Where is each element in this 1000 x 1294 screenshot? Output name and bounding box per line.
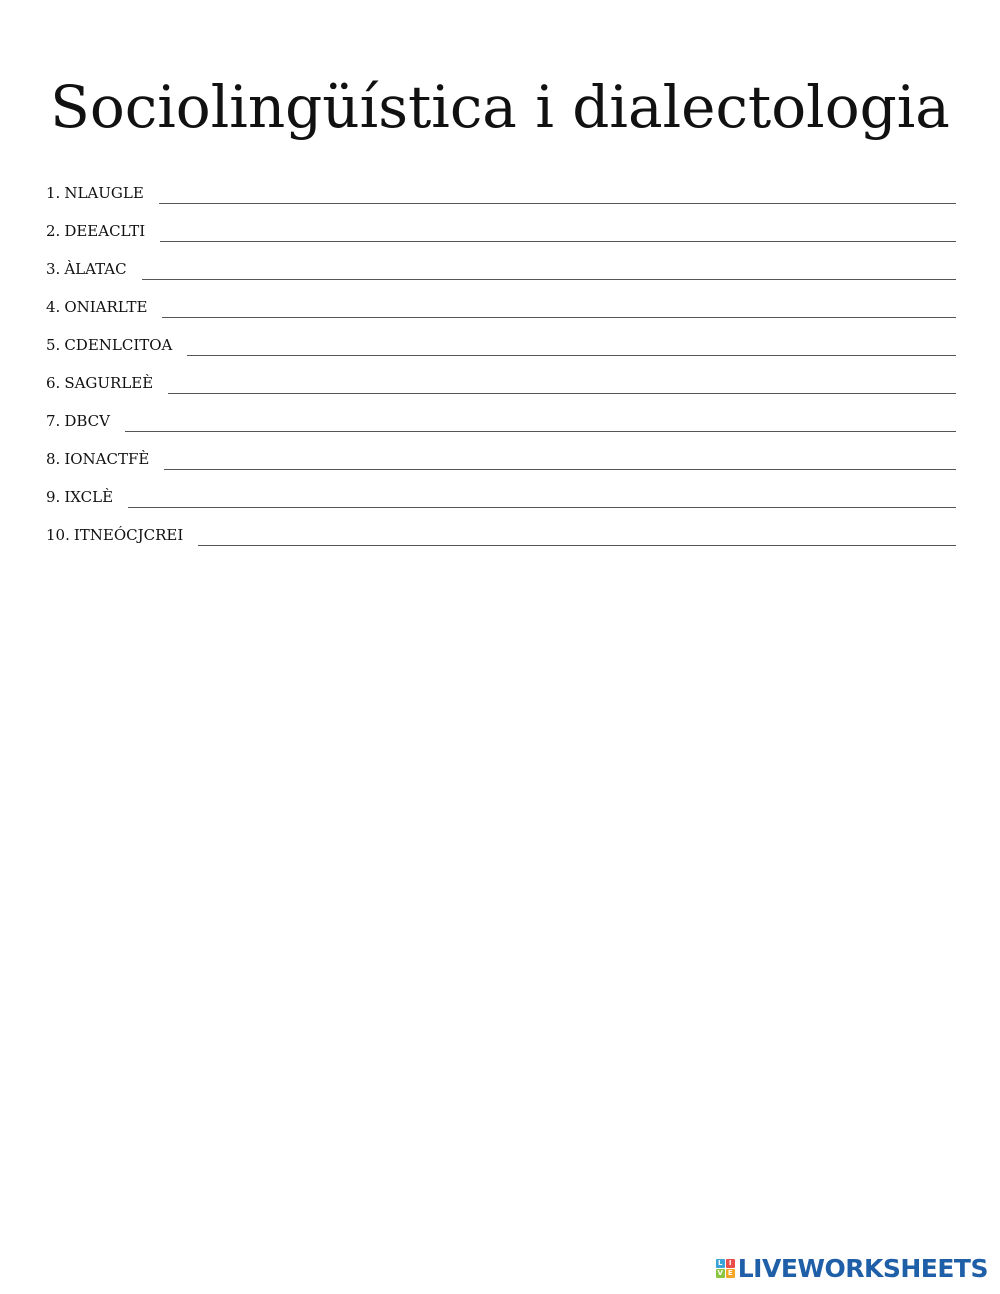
list-item <box>46 326 956 364</box>
list-item <box>46 288 956 326</box>
list-item <box>46 440 956 478</box>
answer-input-1[interactable] <box>159 181 956 204</box>
list-item <box>46 478 956 516</box>
word-list <box>46 174 956 554</box>
scrambled-word-label: 6. SAGURLEÈ <box>46 374 154 392</box>
answer-input-6[interactable] <box>168 371 956 394</box>
answer-input-9[interactable] <box>128 485 956 508</box>
answer-input-8[interactable] <box>164 447 956 470</box>
list-item <box>46 174 956 212</box>
list-item <box>46 402 956 440</box>
list-item <box>46 364 956 402</box>
scrambled-word-label: 9. IXCLÈ <box>46 488 114 506</box>
logo-mark-icon: L I V E <box>716 1259 735 1278</box>
scrambled-word-label: 5. CDENLCITOA <box>46 336 173 354</box>
scrambled-word-label: 10. ITNEÓCJCREI <box>46 526 184 544</box>
answer-input-2[interactable] <box>160 219 956 242</box>
answer-input-5[interactable] <box>187 333 956 356</box>
answer-input-3[interactable] <box>142 257 956 280</box>
scrambled-word-label: 7. DBCV <box>46 412 110 430</box>
logo-text: LIVEWORKSHEETS <box>737 1253 988 1283</box>
list-item <box>46 250 956 288</box>
list-item <box>46 516 956 554</box>
liveworksheets-logo <box>716 1254 988 1282</box>
answer-input-10[interactable] <box>198 523 956 546</box>
scrambled-word-label: 4. ONIARLTE <box>46 298 148 316</box>
scrambled-word-label: 1. NLAUGLE <box>46 184 144 202</box>
scrambled-word-label: 2. DEEACLTI <box>46 222 146 240</box>
answer-input-4[interactable] <box>162 295 956 318</box>
page-title: Sociolingüística i dialectologia <box>50 73 950 141</box>
scrambled-word-label: 3. ÀLATAC <box>46 260 127 278</box>
list-item <box>46 212 956 250</box>
scrambled-word-label: 8. IONACTFÈ <box>46 450 150 468</box>
answer-input-7[interactable] <box>125 409 956 432</box>
